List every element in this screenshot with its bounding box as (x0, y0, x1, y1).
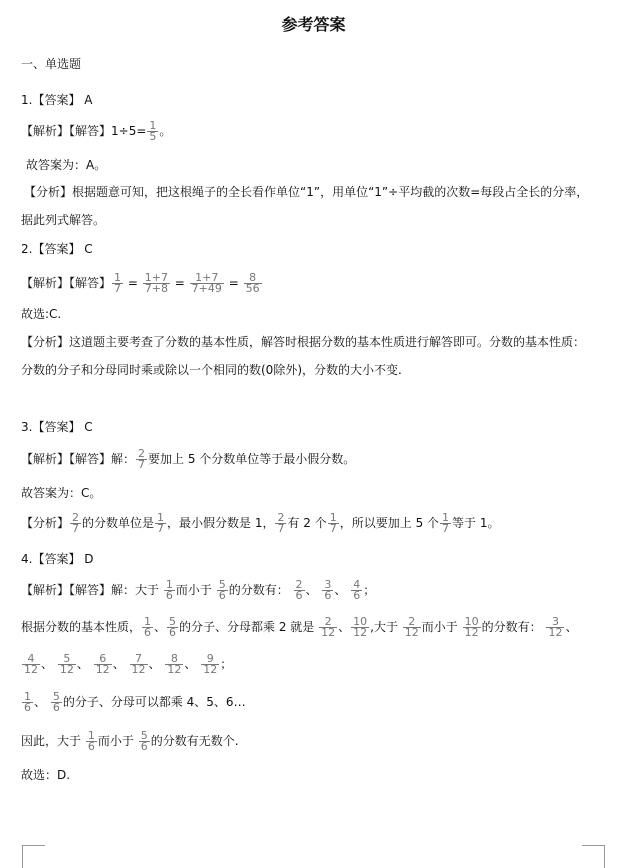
fraction: $\frac{2}{6}$ (295, 578, 303, 602)
fraction: $\frac{5}{6}$ (169, 615, 177, 639)
fraction: $\frac{2}{7}$ (72, 511, 80, 535)
q4-explanation-line4: $\frac{1}{6}$ 、 $\frac{5}{6}$ 的分子、分母可以都乘 4、5、6… (24, 690, 246, 714)
fraction: $\frac{5}{6}$ (140, 729, 148, 753)
fraction: $\frac{1}{7}$ (442, 511, 450, 535)
q3-conclusion: 故答案为：C。 (21, 486, 102, 500)
q1-conclusion: 故答案为：A。 (26, 158, 107, 172)
q4-conclusion: 故选：D. (21, 768, 71, 782)
page-corner-mark-right (582, 845, 605, 868)
q3-answer: 3.【答案】 C (21, 420, 93, 434)
fraction: $\frac{6}{12}$ (95, 652, 110, 676)
q2-analysis-line1: 【分析】这道题主要考查了分数的基本性质，解答时根据分数的基本性质进行解答即可。分数的基本性质： (21, 335, 586, 349)
q2-answer: 2.【答案】 C (21, 242, 93, 256)
page-corner-mark-left (22, 845, 45, 868)
q4-answer: 4.【答案】 D (21, 552, 94, 566)
page-title: 参考答案 (281, 15, 346, 34)
fraction: $\frac{1}{6}$ (165, 578, 173, 602)
fraction: $\frac{1}{7}$ (157, 511, 165, 535)
fraction: $\frac{1}{7}$ (114, 271, 122, 295)
fraction: $\frac{2}{12}$ (404, 615, 419, 639)
fraction: $\frac{9}{12}$ (203, 652, 218, 676)
fraction: $\frac{1}{7}$ (329, 511, 337, 535)
fraction: $\frac{1}{6}$ (24, 690, 31, 714)
q4-explanation-line2: 根据分数的基本性质， $\frac{1}{6}$ 、 $\frac{5}{6}$ 的分子、分母都乘 2 就是 $\frac{2}{12}$ 、 $\frac{10}{12}$ ,大于 $\frac{2}{12}$ 而小于 $\frac{10}{12}$ 的分数有： $\frac{3}{12}$ 、 (21, 615, 578, 639)
fraction: $\frac{2}{7}$ (138, 447, 146, 471)
q2-conclusion: 故选:C. (21, 307, 62, 321)
q3-explanation: 【解析】【解答】解： $\frac{2}{7}$ 要加上 5 个分数单位等于最小假分数。 (21, 447, 356, 471)
q1-answer: 1.【答案】 A (21, 93, 93, 107)
fraction: $\frac{2}{12}$ (321, 615, 336, 639)
fraction: $\frac{7}{12}$ (131, 652, 146, 676)
fraction: $\frac{3}{12}$ (548, 615, 563, 639)
fraction: $\frac{8}{12}$ (167, 652, 182, 676)
fraction: $\frac{1+7}{7+49}$ (191, 271, 222, 295)
fraction: $\frac{1}{5}$ (149, 119, 157, 143)
q2-analysis-line2: 分数的分子和分母同时乘或除以一个相同的数(0除外)，分数的大小不变. (21, 363, 402, 377)
fraction: $\frac{4}{6}$ (353, 578, 361, 602)
fraction: $\frac{2}{7}$ (277, 511, 285, 535)
fraction: $\frac{3}{6}$ (324, 578, 332, 602)
q3-analysis: 【分析】 $\frac{2}{7}$ 的分数单位是 $\frac{1}{7}$ ，最小假分数是 1， $\frac{2}{7}$ 有 2 个 $\frac{1}{7}$ ，所以要加上 5 个 $\frac{1}{7}$ 等于 1。 (21, 511, 500, 535)
q1-explanation: 【解析】【解答】1÷5= $\frac{1}{5}$ 。 (21, 119, 172, 143)
fraction: $\frac{10}{12}$ (464, 615, 479, 639)
q4-explanation-line3: $\frac{4}{12}$ 、 $\frac{5}{12}$ 、 $\frac{6}{12}$ 、 $\frac{7}{12}$ 、 $\frac{8}{12}$ 、 $\frac{9}{12}$ ； (24, 652, 233, 676)
q4-explanation-line1: 【解析】【解答】解：大于 $\frac{1}{6}$ 而小于 $\frac{5}{6}$ 的分数有： $\frac{2}{6}$ 、 $\frac{3}{6}$ 、 $\frac{4}{6}$ ； (21, 578, 376, 602)
fraction: $\frac{10}{12}$ (353, 615, 368, 639)
fraction: $\frac{1}{6}$ (87, 729, 95, 753)
fraction: $\frac{5}{12}$ (59, 652, 74, 676)
fraction: $\frac{5}{6}$ (218, 578, 226, 602)
fraction: $\frac{4}{12}$ (24, 652, 38, 676)
q2-explanation: 【解析】【解答】 $\frac{1}{7}$ = $\frac{1+7}{7+8}$ = $\frac{1+7}{7+49}$ = $\frac{8}{56}$ (21, 271, 260, 295)
fraction: $\frac{1+7}{7+8}$ (144, 271, 168, 295)
q1-analysis-line2: 据此列式解答。 (21, 213, 106, 227)
fraction: $\frac{1}{6}$ (144, 615, 152, 639)
q4-explanation-line5: 因此，大于 $\frac{1}{6}$ 而小于 $\frac{5}{6}$ 的分数有无数个. (21, 729, 239, 753)
fraction: $\frac{5}{6}$ (52, 690, 60, 714)
q1-analysis-line1: 【分析】根据题意可知，把这根绳子的全长看作单位“1”，用单位“1”÷平均截的次数=每段占全长的分率， (24, 185, 589, 199)
fraction: $\frac{8}{56}$ (245, 271, 260, 295)
section-heading: 一、单选题 (21, 57, 82, 71)
